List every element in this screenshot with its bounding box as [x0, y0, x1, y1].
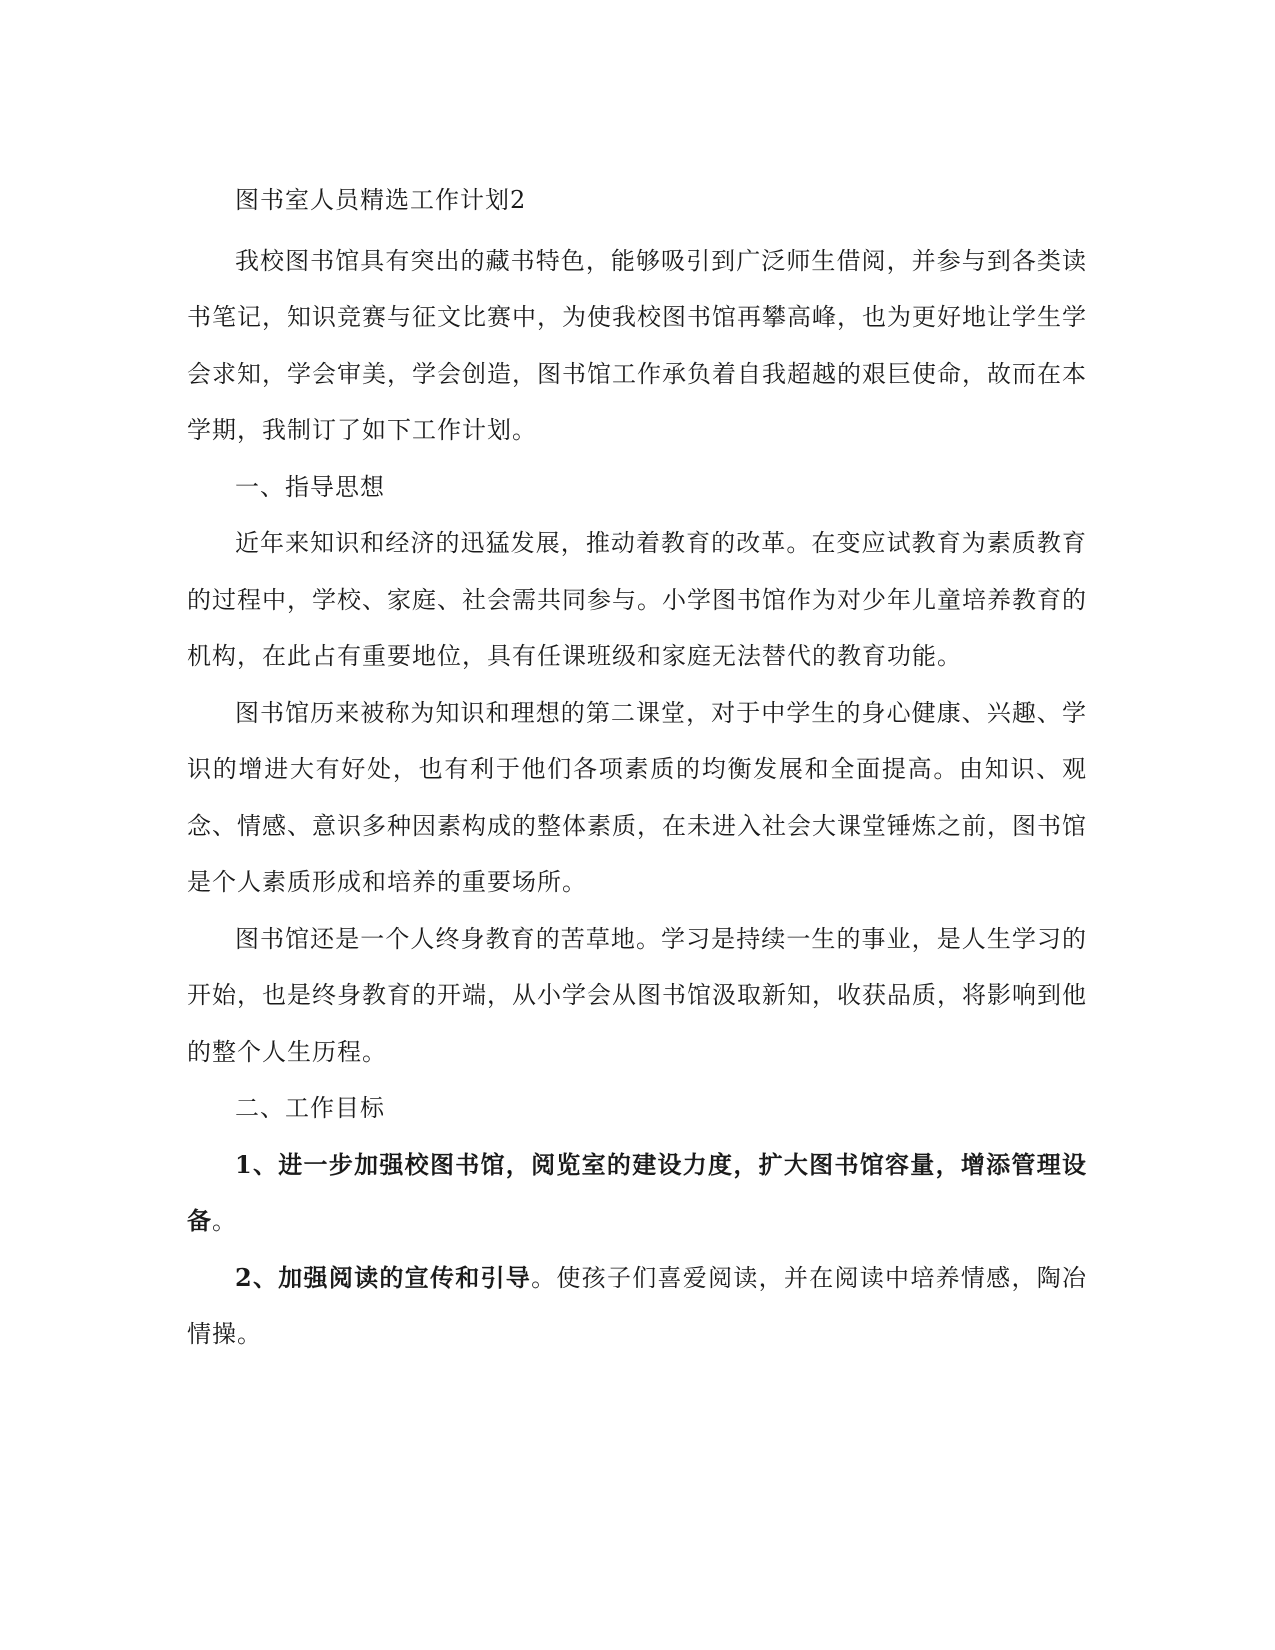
goal-item-1: [187, 1137, 1087, 1250]
goal-item-1-bold: 1、进一步加强校图书馆，阅览室的建设力度，扩大图书馆容量，增添管理设备: [187, 1149, 1087, 1235]
intro-paragraph: 我校图书馆具有突出的藏书特色，能够吸引到广泛师生借阅，并参与到各类读书笔记，知识竞赛与征文比赛中，为使我校图书馆再攀高峰，也为更好地让学生学会求知，学会审美，学会创造，图书馆工作承负着自我超越的艰巨使命，故而在本学期，我制订了如下工作计划。: [187, 246, 1087, 444]
document-body: [187, 172, 1087, 1363]
section-heading-guiding-thought: 一、指导思想: [235, 472, 385, 501]
section-heading-work-goals: 二、工作目标: [235, 1094, 385, 1122]
goal-item-2-bold: 2、加强阅读的宣传和引导: [235, 1262, 532, 1292]
goal-item-2-tail: 。使孩子们喜爱阅读，并在阅读中培养情感，陶冶情操。: [187, 1263, 1088, 1348]
paragraph-education-reform: 近年来知识和经济的迅猛发展，推动着教育的改革。在变应试教育为素质教育的过程中，学校、家庭、社会需共同参与。小学图书馆作为对少年儿童培养教育的机构，在此占有重要地位，具有任课班级和家庭无法替代的教育功能。: [187, 529, 1087, 670]
paragraph-lifelong-education: 图书馆还是一个人终身教育的苦草地。学习是持续一生的事业，是人生学习的开始，也是终身教育的开端，从小学会从图书馆汲取新知，收获品质，将影响到他的整个人生历程。: [187, 924, 1087, 1066]
document-title: 图书室人员精选工作计划2: [235, 186, 527, 214]
goal-item-1-tail: 。: [212, 1207, 237, 1235]
paragraph-second-classroom: 图书馆历来被称为知识和理想的第二课堂，对于中学生的身心健康、兴趣、学识的增进大有好处，也有利于他们各项素质的均衡发展和全面提高。由知识、观念、情感、意识多种因素构成的整体素质，在未进入社会大课堂锤炼之前，图书馆是个人素质形成和培养的重要场所。: [187, 698, 1087, 896]
goal-item-2: [187, 1250, 1087, 1363]
